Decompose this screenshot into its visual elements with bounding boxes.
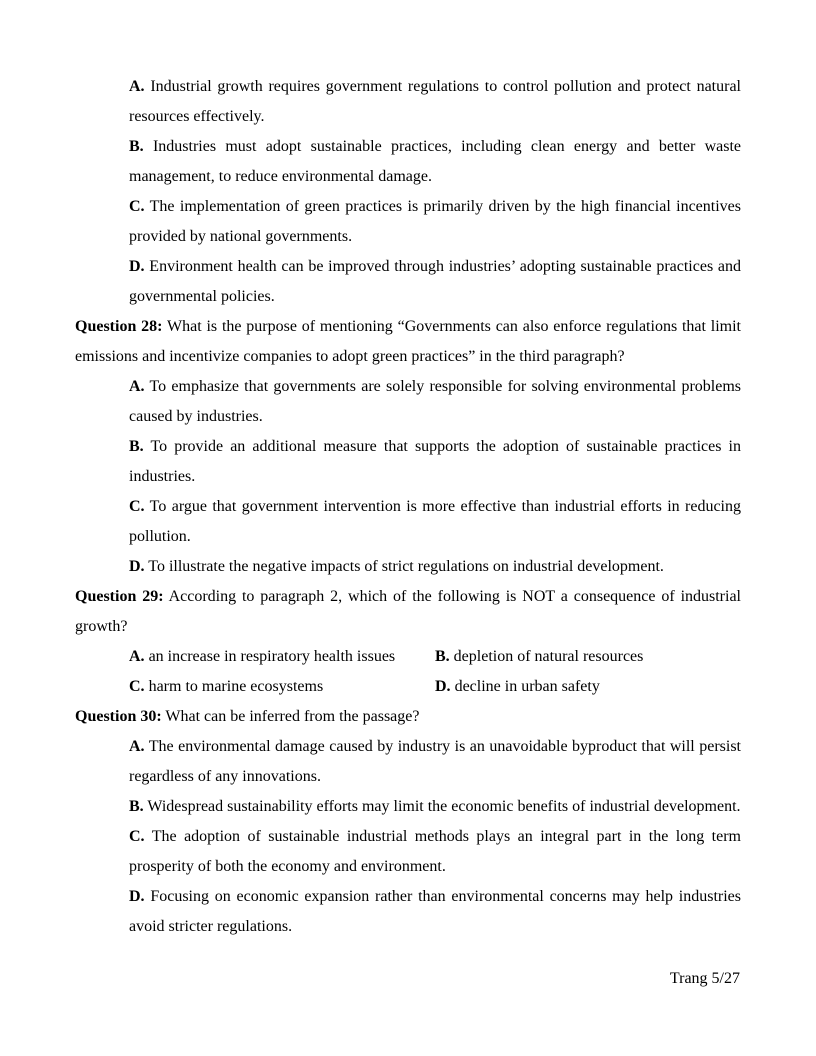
option-text: depletion of natural resources: [453, 648, 644, 665]
option-text: decline in urban safety: [454, 678, 600, 695]
option-text: To emphasize that governments are solely responsible for solving environmental problems caused by industries.: [129, 378, 741, 425]
option-label: A.: [129, 378, 145, 395]
option-label: B.: [129, 438, 144, 455]
option-label: D.: [129, 888, 145, 905]
option-text: To illustrate the negative impacts of strict regulations on industrial development.: [148, 558, 664, 575]
question-28: [75, 312, 741, 372]
option-label: C.: [129, 198, 145, 215]
option-label: D.: [435, 678, 451, 695]
question-text: What is the purpose of mentioning “Governments can also enforce regulations that limit emissions and incentivize companies to adopt green practices” in the third paragraph?: [75, 318, 742, 365]
page-number: Trang 5/27: [669, 970, 740, 987]
option-label: B.: [435, 648, 450, 665]
option-label: D.: [129, 258, 145, 275]
q27-option-b: [129, 132, 741, 192]
option-text: Environment health can be improved through industries’ adopting sustainable practices and governmental policies.: [129, 258, 741, 305]
question-text: According to paragraph 2, which of the following is NOT a consequence of industrial growth?: [75, 588, 742, 635]
option-label: C.: [129, 678, 145, 695]
option-text: an increase in respiratory health issues: [148, 648, 396, 665]
question-label: Question 28:: [75, 318, 163, 335]
question-text: What can be inferred from the passage?: [165, 708, 420, 725]
option-text: Focusing on economic expansion rather than environmental concerns may help industries avoid stricter regulations.: [129, 888, 741, 935]
q30-option-d: [129, 882, 741, 942]
option-text: To provide an additional measure that supports the adoption of sustainable practices in industries.: [129, 438, 741, 485]
q29-option-b: [435, 642, 741, 672]
q28-option-a: [129, 372, 741, 432]
option-text: Widespread sustainability efforts may limit the economic benefits of industrial development.: [147, 798, 741, 815]
q30-option-b: [129, 792, 741, 822]
q29-options-row-2: [129, 672, 741, 702]
question-30: [75, 702, 741, 732]
option-label: C.: [129, 828, 145, 845]
option-text: The implementation of green practices is primarily driven by the high financial incentives provided by national governments.: [129, 198, 742, 245]
option-label: D.: [129, 558, 145, 575]
question-29: [75, 582, 741, 642]
option-text: To argue that government intervention is more effective than industrial efforts in reducing pollution.: [129, 498, 741, 545]
exam-page: [75, 72, 741, 942]
option-label: A.: [129, 78, 145, 95]
q29-option-c: [129, 672, 435, 702]
q29-option-d: [435, 672, 741, 702]
option-text: Industries must adopt sustainable practices, including clean energy and better waste management, to reduce environmental damage.: [129, 138, 742, 185]
q28-option-b: [129, 432, 741, 492]
option-label: A.: [129, 738, 145, 755]
q28-option-c: [129, 492, 741, 552]
q27-option-c: [129, 192, 741, 252]
question-label: Question 29:: [75, 588, 164, 605]
option-text: Industrial growth requires government regulations to control pollution and protect natural resources effectively.: [129, 78, 741, 125]
option-label: A.: [129, 648, 145, 665]
q29-option-a: [129, 642, 435, 672]
option-text: harm to marine ecosystems: [148, 678, 324, 695]
option-label: B.: [129, 798, 144, 815]
q30-option-a: [129, 732, 741, 792]
option-label: B.: [129, 138, 144, 155]
option-label: C.: [129, 498, 145, 515]
question-label: Question 30:: [75, 708, 162, 725]
q27-option-d: [129, 252, 741, 312]
option-text: The environmental damage caused by industry is an unavoidable byproduct that will persist regardless of any innovations.: [129, 738, 742, 785]
q28-option-d: [129, 552, 741, 582]
q30-option-c: [129, 822, 741, 882]
option-text: The adoption of sustainable industrial methods plays an integral part in the long term prosperity of both the economy and environment.: [129, 828, 741, 875]
q29-options-row-1: [129, 642, 741, 672]
q27-option-a: [129, 72, 741, 132]
